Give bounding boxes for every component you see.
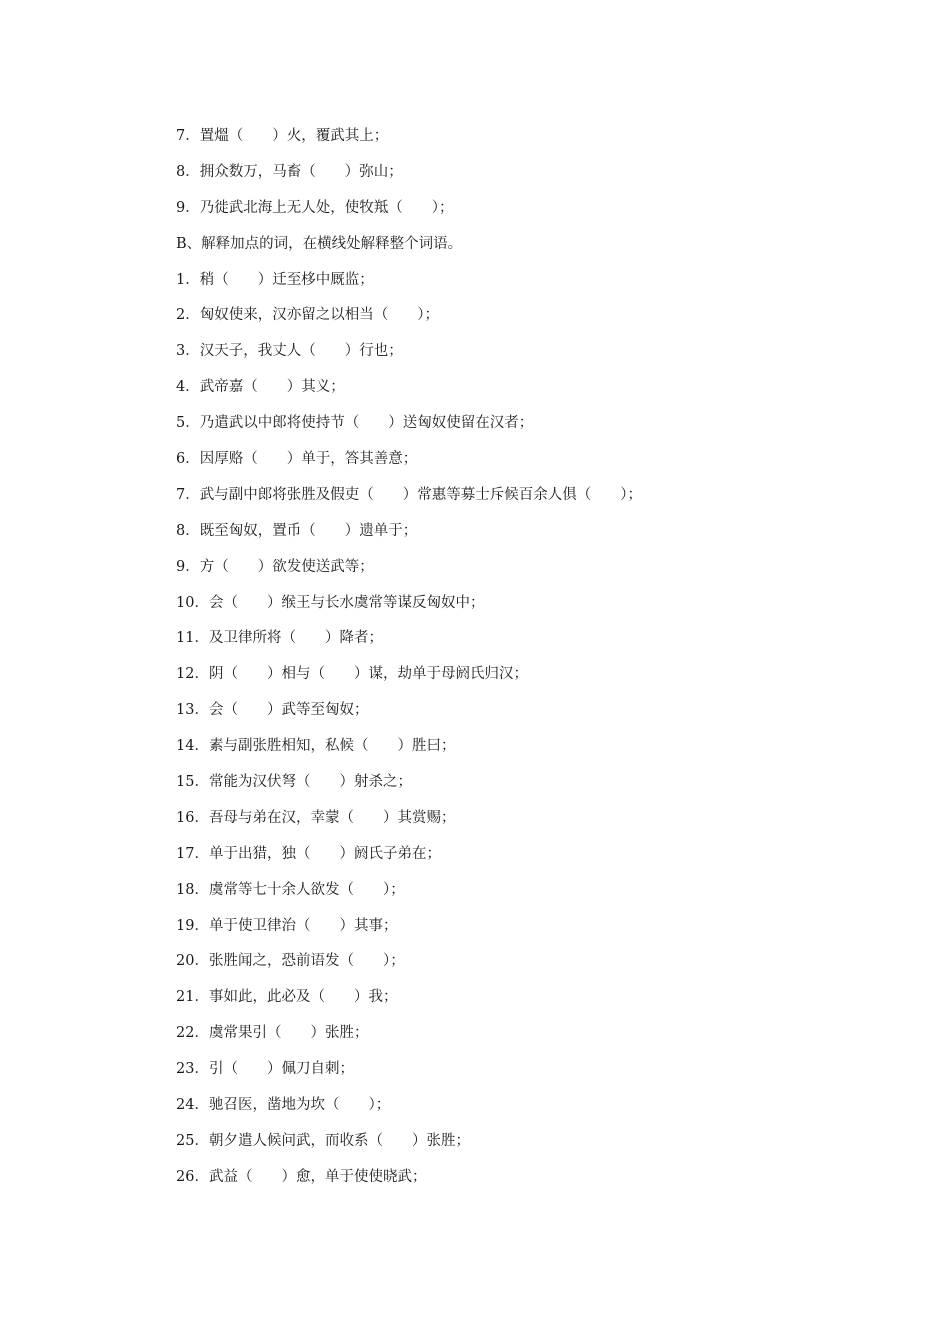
exercise-line: 18．虞常等七十余人欲发（ ）； [176,881,405,898]
exercise-line: 8．拥众数万，马畜（ ）弥山； [176,163,403,180]
exercise-line: 26．武益（ ）愈，单于使使晓武； [176,1168,427,1185]
exercise-line: 7．置熅（ ）火，覆武其上； [176,128,389,144]
exercise-line: 17．单于出猎，独（ ）阏氏子弟在； [176,845,441,862]
exercise-line: 25．朝夕遣人候问武，而收系（ ）张胜； [176,1132,470,1149]
exercise-line: 3．汉天子，我丈人（ ）行也； [176,343,403,360]
exercise-line: 7．武与副中郎将张胜及假吏（ ）常惠等募士斥候百余人俱（ ）； [176,486,642,503]
exercise-line: 9．方（ ）欲发使送武等； [176,558,374,575]
exercise-line: 22．虞常果引（ ）张胜； [176,1025,369,1042]
exercise-line: 16．吾母与弟在汉，幸蒙（ ）其赏赐； [176,809,456,826]
exercise-line: 4．武帝嘉（ ）其义； [176,379,345,396]
exercise-line: 2．匈奴使来，汉亦留之以相当（ ）； [176,307,439,324]
exercise-line: 19．单于使卫律治（ ）其事； [176,917,398,934]
exercise-line: 12．阴（ ）相与（ ）谋，劫单于母阏氏归汉； [176,666,528,683]
exercise-line: 9．乃徙武北海上无人处，使牧羝（ ）； [176,199,454,216]
exercise-line: 23．引（ ）佩刀自刺； [176,1061,354,1078]
exercise-line: 1．稍（ ）迁至栘中厩监； [176,271,374,288]
exercise-line: 13．会（ ）武等至匈奴； [176,702,369,719]
exercise-line: 11．及卫律所将（ ）降者； [176,630,383,647]
exercise-line: 24．驰召医，凿地为坎（ ）； [176,1097,391,1114]
exercise-line: 5．乃遣武以中郎将使持节（ ）送匈奴使留在汉者； [176,415,534,432]
exercise-line: 14．素与副张胜相知，私候（ ）胜曰； [176,738,456,755]
exercise-line: 8．既至匈奴，置币（ ）遗单于； [176,522,418,539]
exercise-list [176,125,876,1202]
exercise-line: 10．会（ ）缑王与长水虞常等谋反匈奴中； [176,594,485,611]
exercise-line: B、解释加点的词，在横线处解释整个词语。 [176,235,463,252]
exercise-line: 6．因厚赂（ ）单于，答其善意； [176,451,418,468]
exercise-line: 20．张胜闻之，恐前语发（ ）； [176,953,405,970]
exercise-line: 15．常能为汉伏弩（ ）射杀之； [176,774,412,791]
exercise-line: 21．事如此，此必及（ ）我； [176,989,398,1006]
